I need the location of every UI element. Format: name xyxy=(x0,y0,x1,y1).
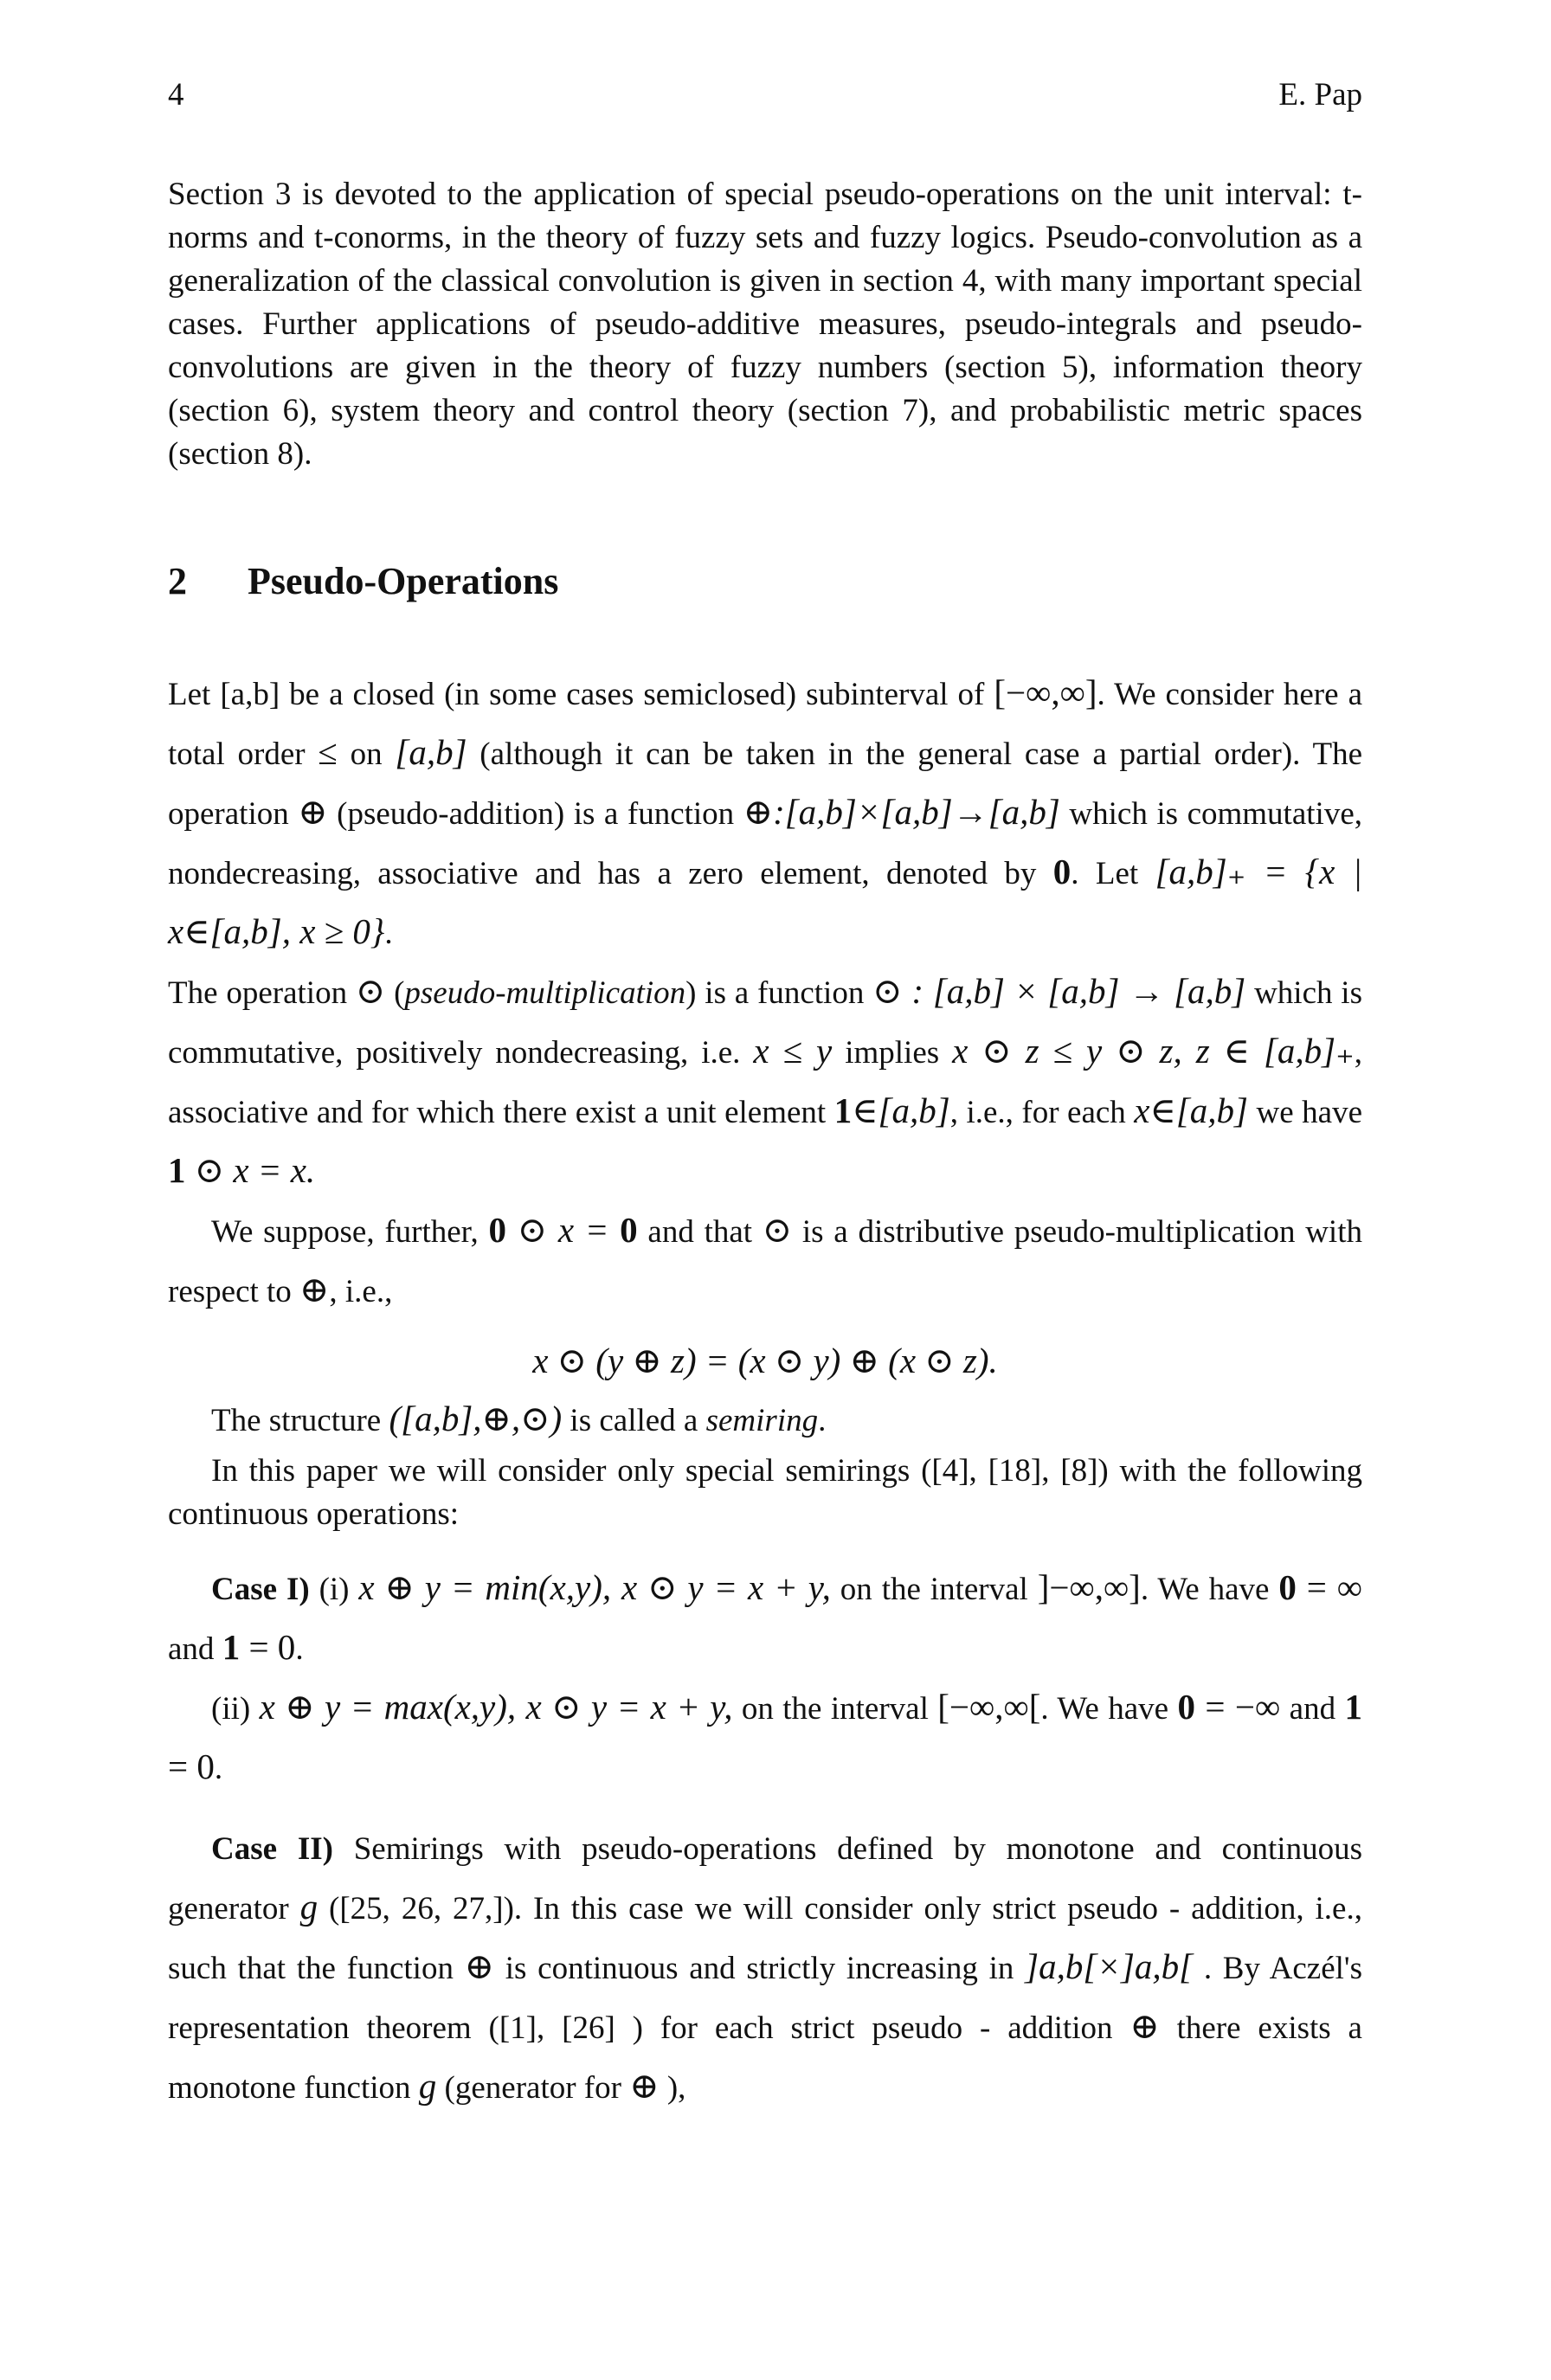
math-value: = −∞ xyxy=(1194,1687,1281,1727)
section-heading xyxy=(168,559,1362,603)
text: ([25, 26, 27,]). In this case we will consider only strict pseudo - addition, i.e., such that the function xyxy=(168,1891,1362,1986)
text: , associative and for which there exist a unit element xyxy=(168,1035,1362,1130)
text: (although it can be taken in the general case a partial order). The operation xyxy=(168,737,1363,832)
text: . We consider here a total order xyxy=(168,677,1362,772)
text: . By Aczél's representation theorem ([1], [26] ) for each strict pseudo - addition xyxy=(168,1951,1362,2046)
text: we have xyxy=(1248,1095,1362,1130)
text: . xyxy=(295,1631,304,1667)
case-label: Case II) xyxy=(211,1831,333,1867)
text: The structure xyxy=(211,1403,389,1438)
math-one: 1 xyxy=(1344,1687,1362,1727)
text: and xyxy=(1280,1691,1345,1727)
text: . xyxy=(214,1751,223,1786)
text: is a distributive pseudo-multiplication with respect to xyxy=(168,1214,1362,1309)
text: , i.e., xyxy=(329,1274,393,1309)
text: . We have xyxy=(1040,1691,1178,1727)
math-interval: ]−∞,∞] xyxy=(1037,1567,1141,1607)
text: there exists a monotone function xyxy=(168,2010,1362,2106)
math-one: 1 xyxy=(222,1627,241,1667)
math-expr: ⊙ x = xyxy=(506,1210,621,1250)
math-order: ≤ xyxy=(318,732,338,772)
text: . We have xyxy=(1140,1572,1279,1607)
math-zero: 0 xyxy=(1177,1687,1195,1727)
text: and that xyxy=(637,1214,763,1250)
text: Let [a,b] be a closed (in some cases semiclosed) subinterval of xyxy=(168,677,994,712)
text: on the interval xyxy=(732,1691,938,1727)
page-body xyxy=(168,173,1362,2117)
math-function: ⊕:[a,b]×[a,b]→[a,b] xyxy=(743,792,1060,832)
text: . xyxy=(818,1403,827,1438)
math-odot: ⊙ xyxy=(762,1210,793,1250)
text: We suppose, further, xyxy=(211,1214,489,1250)
paragraph-special-semirings: In this paper we will consider only special semirings ([4], [18], [8]) with the following continuous operations: xyxy=(168,1453,1362,1532)
math-membership: x∈[a,b] xyxy=(1134,1090,1249,1130)
math-interval: [−∞,∞] xyxy=(994,672,1097,712)
text: on xyxy=(337,737,396,772)
math-zero: 0 xyxy=(620,1210,638,1250)
math-zero: 0 xyxy=(488,1210,506,1250)
text: is continuous and strictly increasing in xyxy=(494,1951,1026,1986)
text: implies xyxy=(832,1035,953,1071)
section-number: 2 xyxy=(168,560,187,602)
text: . Let xyxy=(1071,856,1155,891)
case-two xyxy=(168,1820,1362,2117)
math-value: = ∞ xyxy=(1296,1567,1363,1607)
text: ) is a function xyxy=(685,975,873,1011)
math-set: [a,b]₊ = {x | x∈[a,b], x ≥ 0} xyxy=(168,852,1362,951)
math-one: 1 xyxy=(168,1150,186,1190)
emphasis: semiring xyxy=(705,1403,819,1438)
math-generator: g xyxy=(418,2066,437,2106)
text: is called a xyxy=(562,1403,706,1438)
text: on the interval xyxy=(830,1572,1038,1607)
text: (ii) xyxy=(211,1691,260,1727)
text: (generator for xyxy=(436,2070,630,2106)
math-monotonicity: x ⊙ z ≤ y ⊙ z, z ∈ [a,b]₊ xyxy=(952,1031,1355,1071)
math-oplus: ⊕ xyxy=(1129,2006,1160,2046)
math-structure: ([a,b],⊕,⊙) xyxy=(389,1399,563,1438)
text: which is commutative, nondecreasing, associative and has a zero element, denoted by xyxy=(168,796,1362,891)
math-oplus: ⊕ xyxy=(299,1270,330,1309)
case-one-i xyxy=(168,1559,1362,1678)
text: Semirings with pseudo-operations defined by monotone and continuous generator xyxy=(168,1831,1362,1927)
math-value: = 0 xyxy=(168,1746,215,1786)
text: (i) xyxy=(309,1572,359,1607)
section-title: Pseudo-Operations xyxy=(248,560,559,602)
math-one: 1 xyxy=(833,1090,853,1130)
text: The operation xyxy=(168,975,356,1011)
text: and xyxy=(168,1631,222,1667)
math-domain: ]a,b[×]a,b[ xyxy=(1025,1946,1194,1986)
text: ), xyxy=(659,2070,686,2106)
intro-paragraph: Section 3 is devoted to the application of special pseudo-operations on the unit interval: t-norms and t-conorms, in the theory of fuzzy sets and fuzzy logics. Pseudo-convolution as a generalization of the classical convolution is given in section 4, with many important special cases. Further applications of pseudo-additive measures, pseudo-integrals and pseudo-convolutions are given in the theory of fuzzy numbers (section 5), information theory (section 6), system theory and control theory (section 7), and probabilistic metric spaces (section 8). xyxy=(168,177,1362,472)
display-equation: x ⊙ (y ⊕ z) = (x ⊙ y) ⊕ (x ⊙ z). xyxy=(532,1341,998,1380)
paragraph-semiring xyxy=(168,1390,1362,1450)
page-number: 4 xyxy=(168,77,184,113)
math-operations: x ⊕ y = min(x,y), x ⊙ y = x + y, xyxy=(358,1567,831,1607)
emphasis: pseudo-multiplication xyxy=(404,975,686,1011)
math-identity: ⊙ x = x. xyxy=(185,1150,316,1190)
text: ( xyxy=(385,975,405,1011)
math-membership: ∈[a,b] xyxy=(852,1090,950,1130)
text: which is commutative, positively nondecreasing, i.e. xyxy=(168,975,1362,1071)
math-operations: x ⊕ y = max(x,y), x ⊙ y = x + y, xyxy=(259,1687,733,1727)
running-head-author: E. Pap xyxy=(1278,77,1362,113)
math-zero: 0 xyxy=(1052,852,1072,891)
math-odot: ⊙ xyxy=(355,971,386,1011)
math-zero: 0 xyxy=(1278,1567,1297,1607)
math-function: ⊙ : [a,b] × [a,b] → [a,b] xyxy=(872,971,1246,1011)
text: , i.e., for each xyxy=(949,1095,1135,1130)
math-oplus: ⊕ xyxy=(464,1946,495,1986)
math-generator: g xyxy=(299,1887,319,1927)
math-ab: [a,b] xyxy=(395,732,467,772)
math-inequality: x ≤ y xyxy=(753,1031,833,1071)
paragraph-pseudo-addition xyxy=(168,664,1362,962)
case-one-ii xyxy=(168,1678,1362,1798)
math-oplus: ⊕ xyxy=(629,2066,660,2106)
text: . xyxy=(384,916,393,951)
math-value: = 0 xyxy=(240,1627,296,1667)
math-oplus: ⊕ xyxy=(298,792,328,832)
text: (pseudo-addition) is a function xyxy=(327,796,743,832)
paragraph-pseudo-multiplication xyxy=(168,962,1362,1201)
paragraph-distributive xyxy=(168,1201,1362,1321)
math-interval: [−∞,∞[ xyxy=(937,1687,1041,1727)
case-label: Case I) xyxy=(211,1572,310,1607)
